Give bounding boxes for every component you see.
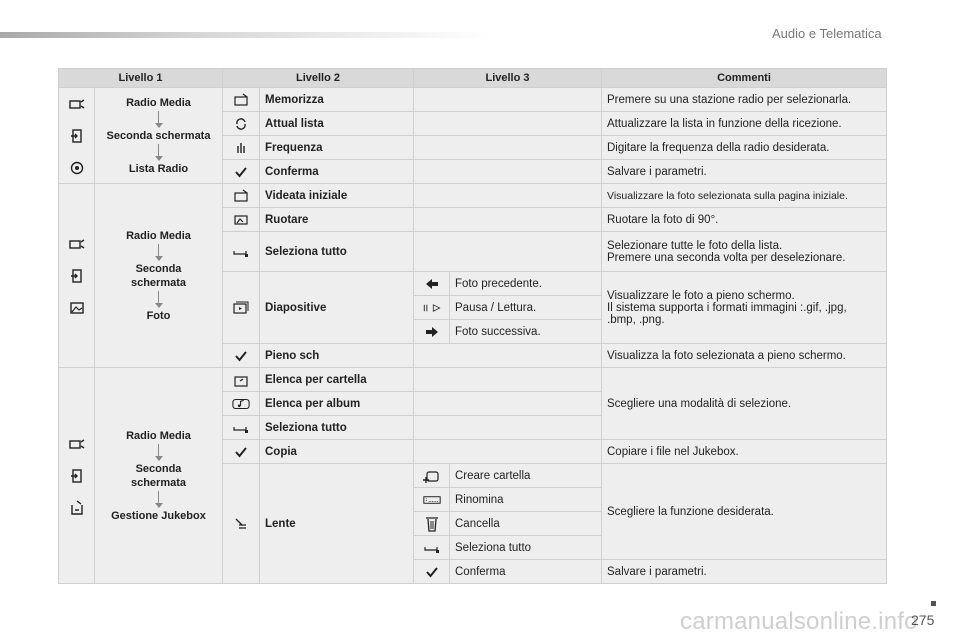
comment-line: Visualizzare le foto a pieno schermo. <box>607 289 795 302</box>
slideshow-icon <box>232 299 250 317</box>
arrow-down-icon <box>155 291 163 308</box>
level3-label: Seleziona tutto <box>450 536 602 560</box>
level2-label: Memorizza <box>260 88 414 112</box>
header-gradient-bar <box>0 32 490 38</box>
comment-line: Selezionare tutte le foto della lista. <box>607 239 783 252</box>
comment: Scegliere una modalità di selezione. <box>602 368 887 440</box>
level1-item: Lista Radio <box>128 162 189 175</box>
next-arrow-icon <box>423 323 441 341</box>
previous-arrow-icon <box>423 275 441 293</box>
home-screen-icon <box>232 187 250 205</box>
level2-label: Elenca per album <box>260 392 414 416</box>
group1-level1 <box>95 88 223 184</box>
level1-item: Foto <box>146 309 171 322</box>
header-livello2: Livello 2 <box>223 69 414 88</box>
level2-label: Videata iniziale <box>260 184 414 208</box>
table-header-row <box>59 69 887 88</box>
level3-empty <box>414 440 602 464</box>
comment: Premere su una stazione radio per selezionarla. <box>602 88 887 112</box>
memorize-cell <box>223 88 260 112</box>
radio-media-icon <box>68 235 86 253</box>
level3-empty <box>414 392 602 416</box>
level3-empty <box>414 416 602 440</box>
level3-empty <box>414 344 602 368</box>
level2-label: Pieno sch <box>260 344 414 368</box>
level3-label: Conferma <box>450 560 602 584</box>
radio-media-icon <box>68 435 86 453</box>
pause-play-icon <box>423 299 441 317</box>
level2-label: Attual lista <box>260 112 414 136</box>
page-number: 275 <box>911 612 935 628</box>
check-icon <box>232 163 250 181</box>
level3-empty <box>414 208 602 232</box>
comment <box>602 232 887 272</box>
comment-line: Il sistema supporta i formati immagini :.gif, .jpg, <box>607 301 847 314</box>
section-title: Audio e Telematica <box>772 26 882 41</box>
level3-empty <box>414 368 602 392</box>
rename-icon <box>423 491 441 509</box>
header-livello1: Livello 1 <box>59 69 223 88</box>
level3-empty <box>414 160 602 184</box>
second-screen-icon <box>68 127 86 145</box>
arrow-down-icon <box>155 444 163 461</box>
level3-label: Cancella <box>450 512 602 536</box>
group2-icons <box>59 184 95 368</box>
comment: Attualizzare la lista in funzione della ricezione. <box>602 112 887 136</box>
select-all-icon <box>232 419 250 437</box>
level2-label: Diapositive <box>260 272 414 344</box>
level2-label: Frequenza <box>260 136 414 160</box>
photo-icon <box>68 299 86 317</box>
level3-label: Creare cartella <box>450 464 602 488</box>
header-livello3: Livello 3 <box>414 69 602 88</box>
level3-label: Foto precedente. <box>450 272 602 296</box>
level2-label: Seleziona tutto <box>260 232 414 272</box>
comment: Digitare la frequenza della radio desiderata. <box>602 136 887 160</box>
comment-line: Premere una seconda volta per deselezionare. <box>607 251 846 264</box>
comment: Scegliere la funzione desiderata. <box>602 464 887 560</box>
comment: Copiare i file nel Jukebox. <box>602 440 887 464</box>
radio-media-icon <box>68 95 86 113</box>
level3-label: Rinomina <box>450 488 602 512</box>
comment-line: .bmp, .png. <box>607 313 665 326</box>
second-screen-icon <box>68 267 86 285</box>
group2-level1 <box>95 184 223 368</box>
level1-item: Seconda <box>135 262 182 275</box>
comment <box>602 272 887 344</box>
table-row <box>59 368 887 392</box>
check-icon <box>232 443 250 461</box>
watermark: carmanualsonline.info <box>680 608 918 635</box>
arrow-down-icon <box>155 244 163 261</box>
level1-item: Radio Media <box>126 429 191 442</box>
table-row <box>59 184 887 208</box>
level3-empty <box>414 88 602 112</box>
folder-list-icon <box>232 371 250 389</box>
level1-item: Seconda <box>135 462 182 475</box>
tools-icon <box>232 515 250 533</box>
level3-empty <box>414 184 602 208</box>
header-commenti: Commenti <box>602 69 887 88</box>
frequency-icon <box>232 139 250 157</box>
group3-level1 <box>95 368 223 584</box>
comment: Ruotare la foto di 90°. <box>602 208 887 232</box>
arrow-down-icon <box>155 111 163 128</box>
level2-label: Ruotare <box>260 208 414 232</box>
level3-label: Pausa / Lettura. <box>450 296 602 320</box>
select-all-icon <box>423 539 441 557</box>
memorize-icon <box>232 91 250 109</box>
level1-item: Seconda schermata <box>106 129 211 142</box>
comment: Visualizzare la foto selezionata sulla pagina iniziale. <box>602 184 887 208</box>
arrow-down-icon <box>155 144 163 161</box>
menu-table <box>58 68 887 584</box>
group1-icons <box>59 88 95 184</box>
arrow-down-icon <box>155 491 163 508</box>
create-folder-icon <box>423 467 441 485</box>
level1-item: schermata <box>130 476 187 489</box>
trash-icon <box>423 515 441 533</box>
level1-item: Radio Media <box>126 229 191 242</box>
level3-empty <box>414 232 602 272</box>
level3-empty <box>414 136 602 160</box>
album-icon <box>232 395 250 413</box>
select-all-icon <box>232 243 250 261</box>
jukebox-icon <box>68 499 86 517</box>
level3-label: Foto successiva. <box>450 320 602 344</box>
check-icon <box>423 563 441 581</box>
check-icon <box>232 347 250 365</box>
level1-item: Gestione Jukebox <box>111 509 206 522</box>
level1-item: Radio Media <box>126 96 191 109</box>
level2-label: Elenca per cartella <box>260 368 414 392</box>
level1-item: schermata <box>130 276 187 289</box>
refresh-icon <box>232 115 250 133</box>
level2-label: Conferma <box>260 160 414 184</box>
comment: Salvare i parametri. <box>602 160 887 184</box>
comment: Visualizza la foto selezionata a pieno schermo. <box>602 344 887 368</box>
comment: Salvare i parametri. <box>602 560 887 584</box>
level3-empty <box>414 112 602 136</box>
level2-label: Lente <box>260 464 414 584</box>
rotate-icon <box>232 211 250 229</box>
second-screen-icon <box>68 467 86 485</box>
page-marker <box>931 601 936 606</box>
table-row <box>59 88 887 112</box>
group3-icons <box>59 368 95 584</box>
radio-list-icon <box>68 159 86 177</box>
level2-label: Seleziona tutto <box>260 416 414 440</box>
level2-label: Copia <box>260 440 414 464</box>
